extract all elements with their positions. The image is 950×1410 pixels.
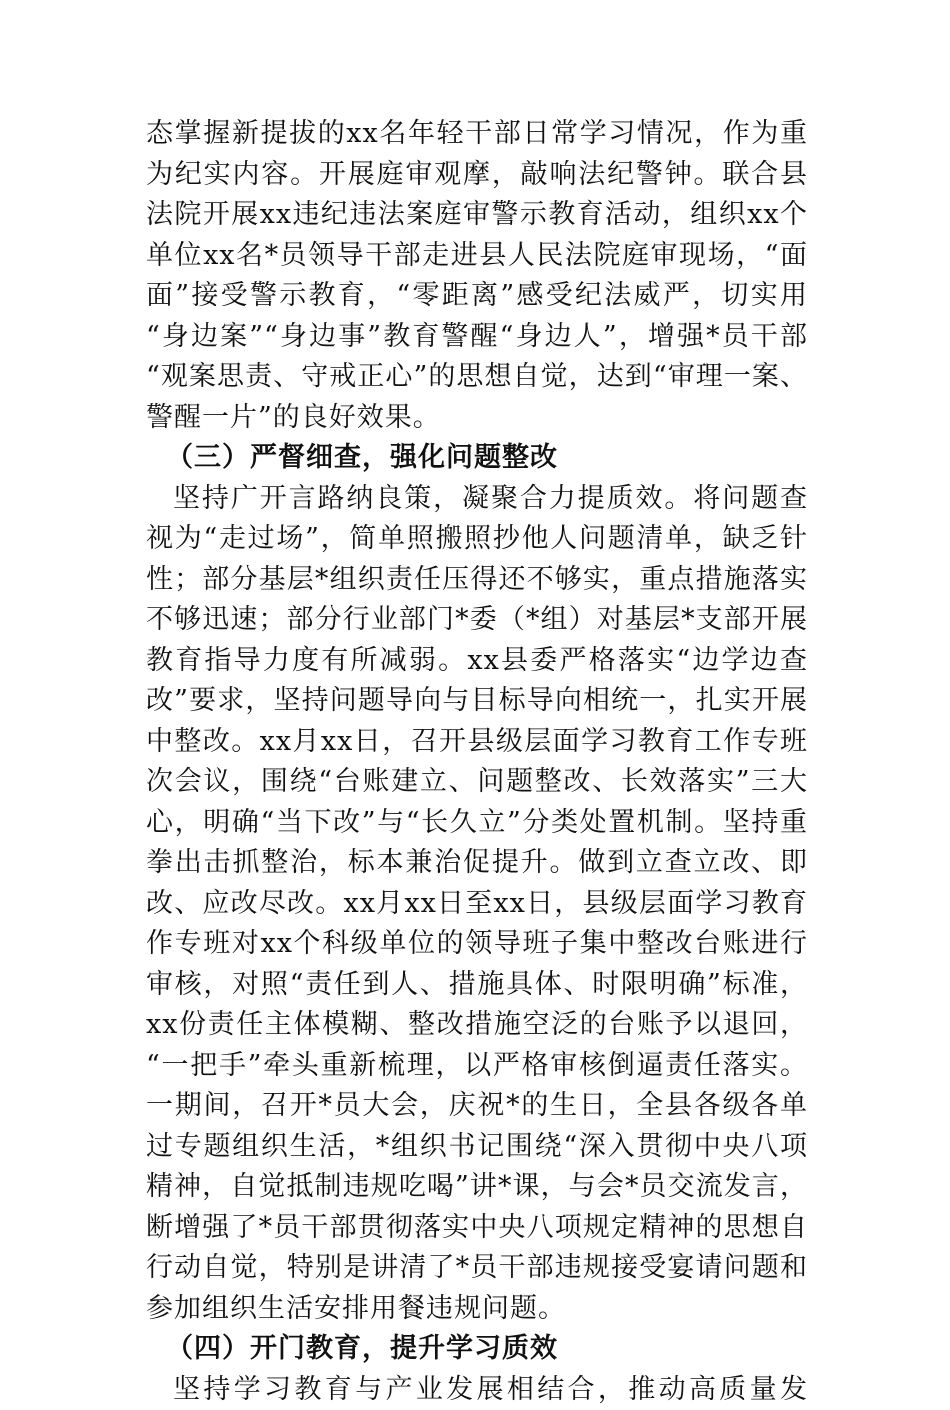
text-line: 法院开展xx违纪违法案庭审警示教育活动，组织xx个 <box>146 195 808 236</box>
text-line: 一期间，召开*员大会，庆祝*的生日，全县各级各单 <box>146 1086 808 1127</box>
text-line: 审核，对照“责任到人、措施具体、时限明确”标准， <box>146 965 808 1006</box>
text-line: “身边案”“身边事”教育警醒“身边人”，增强*员干部 <box>146 317 808 358</box>
text-line: 次会议，围绕“台账建立、问题整改、长效落实”三大 <box>146 762 808 803</box>
text-line: 为纪实内容。开展庭审观摩，敲响法纪警钟。联合县 <box>146 155 808 196</box>
text-line: 性；部分基层*组织责任压得还不够实，重点措施落实 <box>146 560 808 601</box>
text-line: 坚持广开言路纳良策，凝聚合力提质效。将问题查 <box>146 479 808 520</box>
text-line: 单位xx名*员领导干部走进县人民法院庭审现场，“面 <box>146 236 808 277</box>
text-line: 教育指导力度有所减弱。xx县委严格落实“边学边查 <box>146 641 808 682</box>
text-line: 中整改。xx月xx日，召开县级层面学习教育工作专班 <box>146 722 808 763</box>
paragraph-section-4 <box>146 1370 808 1410</box>
text-line: 警醒一片”的良好效果。 <box>146 398 808 439</box>
text-line: “观案思责、守戒正心”的思想自觉，达到“审理一案、 <box>146 357 808 398</box>
paragraph-section-3 <box>146 479 808 1330</box>
paragraph-intro <box>146 114 808 438</box>
section-heading-3: （三）严督细查，强化问题整改 <box>146 438 808 479</box>
text-line: 面”接受警示教育，“零距离”感受纪法威严，切实用 <box>146 276 808 317</box>
text-line: 不够迅速；部分行业部门*委（*组）对基层*支部开展 <box>146 600 808 641</box>
text-line: xx份责任主体模糊、整改措施空泛的台账予以退回， <box>146 1005 808 1046</box>
text-line: 行动自觉，特别是讲清了*员干部违规接受宴请问题和 <box>146 1248 808 1289</box>
text-line: 断增强了*员干部贯彻落实中央八项规定精神的思想自 <box>146 1208 808 1249</box>
text-line: 坚持学习教育与产业发展相结合，推动高质量发 <box>146 1370 808 1410</box>
text-line: 精神，自觉抵制违规吃喝”讲*课，与会*员交流发言， <box>146 1167 808 1208</box>
text-line: 改、应改尽改。xx月xx日至xx日，县级层面学习教育 <box>146 884 808 925</box>
text-line: “一把手”牵头重新梳理，以严格审核倒逼责任落实。 <box>146 1046 808 1087</box>
text-line: 视为“走过场”，简单照搬照抄他人问题清单，缺乏针 <box>146 519 808 560</box>
text-line: 态掌握新提拔的xx名年轻干部日常学习情况，作为重 <box>146 114 808 155</box>
document-body <box>146 114 808 1410</box>
text-line: 过专题组织生活，*组织书记围绕“深入贯彻中央八项 <box>146 1127 808 1168</box>
section-heading-4: （四）开门教育，提升学习质效 <box>146 1329 808 1370</box>
text-line: 参加组织生活安排用餐违规问题。 <box>146 1289 808 1330</box>
text-line: 心，明确“当下改”与“长久立”分类处置机制。坚持重 <box>146 803 808 844</box>
text-line: 拳出击抓整治，标本兼治促提升。做到立查立改、即 <box>146 843 808 884</box>
text-line: 改”要求，坚持问题导向与目标导向相统一，扎实开展 <box>146 681 808 722</box>
text-line: 作专班对xx个科级单位的领导班子集中整改台账进行 <box>146 924 808 965</box>
